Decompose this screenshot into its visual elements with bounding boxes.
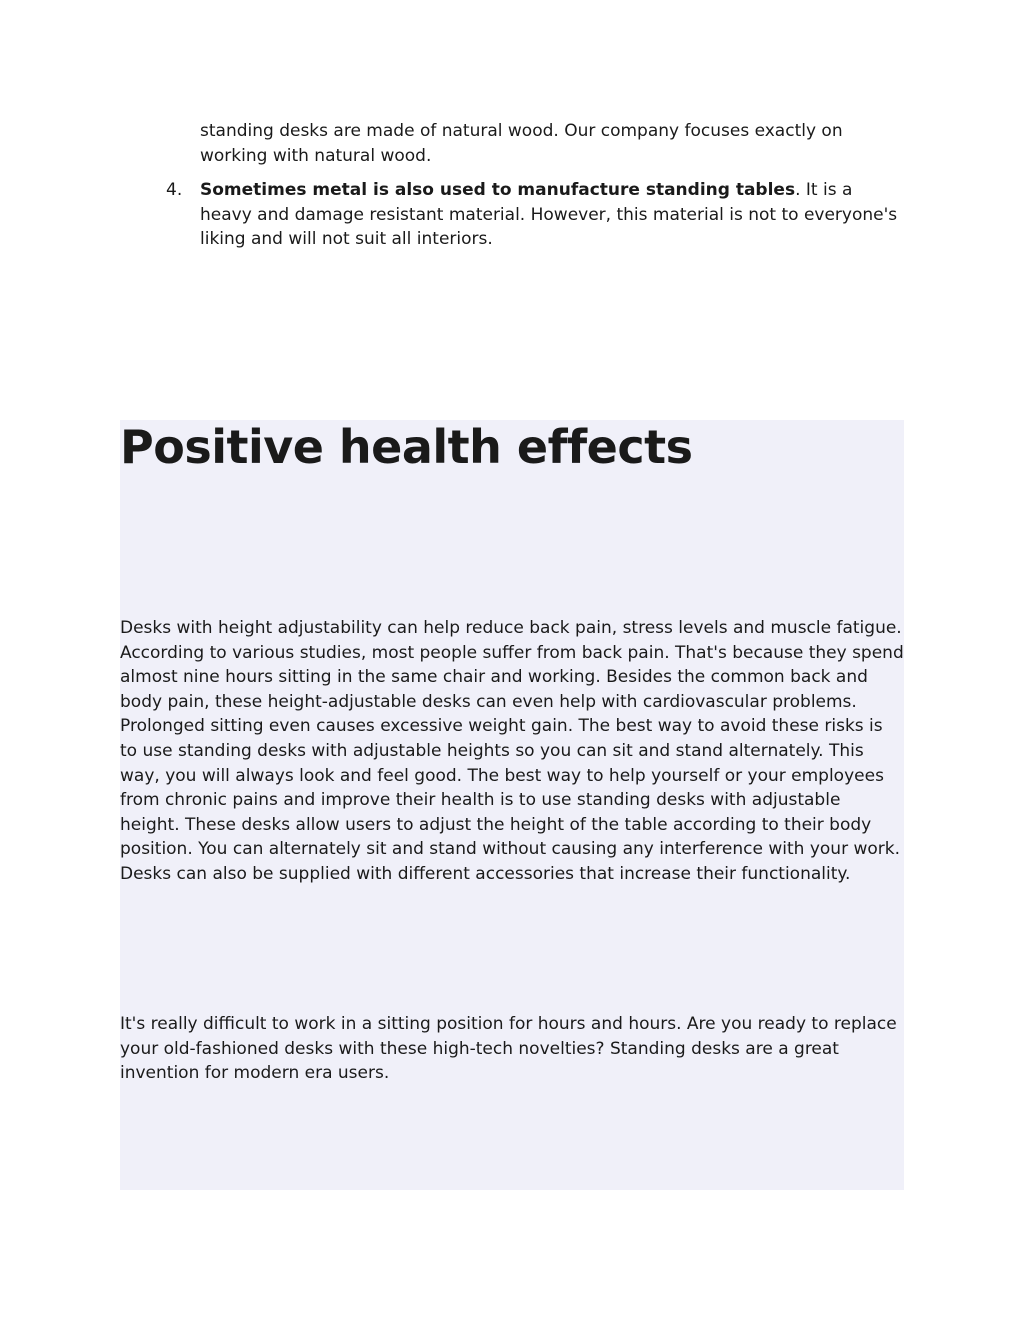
- list-marker: 4.: [166, 180, 183, 200]
- list-item-4: [166, 178, 906, 252]
- list-item-bold-text: Sometimes metal is also used to manufacture standing tables: [200, 180, 796, 200]
- section-paragraph-1: Desks with height adjustability can help reduce back pain, stress levels and muscle fatigue. According to various studies, most people suffer from back pain. That's because they spend almost nine hours sitting in the same chair and working. Besides the common back and body pain, these height-adjustable desks can even help with cardiovascular problems. Prolonged sitting even causes excessive weight gain. The best way to avoid these risks is to use standing desks with adjustable heights so you can sit and stand alternately. This way, you will always look and feel good. The best way to help yourself or your employees from chronic pains and improve their health is to use standing desks with adjustable height. These desks allow users to adjust the height of the table according to their body position. You can alternately sit and stand without causing any interference with your work. Desks can also be supplied with different accessories that increase their functionality.: [120, 618, 904, 884]
- list-item-text: . It is a heavy and damage resistant material. However, this material is not to everyone's liking and will not suit all interiors.: [200, 180, 898, 250]
- section-paragraph-2: It's really difficult to work in a sitting position for hours and hours. Are you ready to replace your old-fashioned desks with these high-tech novelties? Standing desks are a great invention for modern era users.: [120, 1014, 897, 1084]
- list-item-body: [200, 178, 906, 252]
- section-heading: Positive health effects: [120, 420, 693, 474]
- health-effects-section: [120, 420, 904, 1190]
- list-item-3-continuation: standing desks are made of natural wood. Our company focuses exactly on working with natural wood.: [200, 121, 843, 166]
